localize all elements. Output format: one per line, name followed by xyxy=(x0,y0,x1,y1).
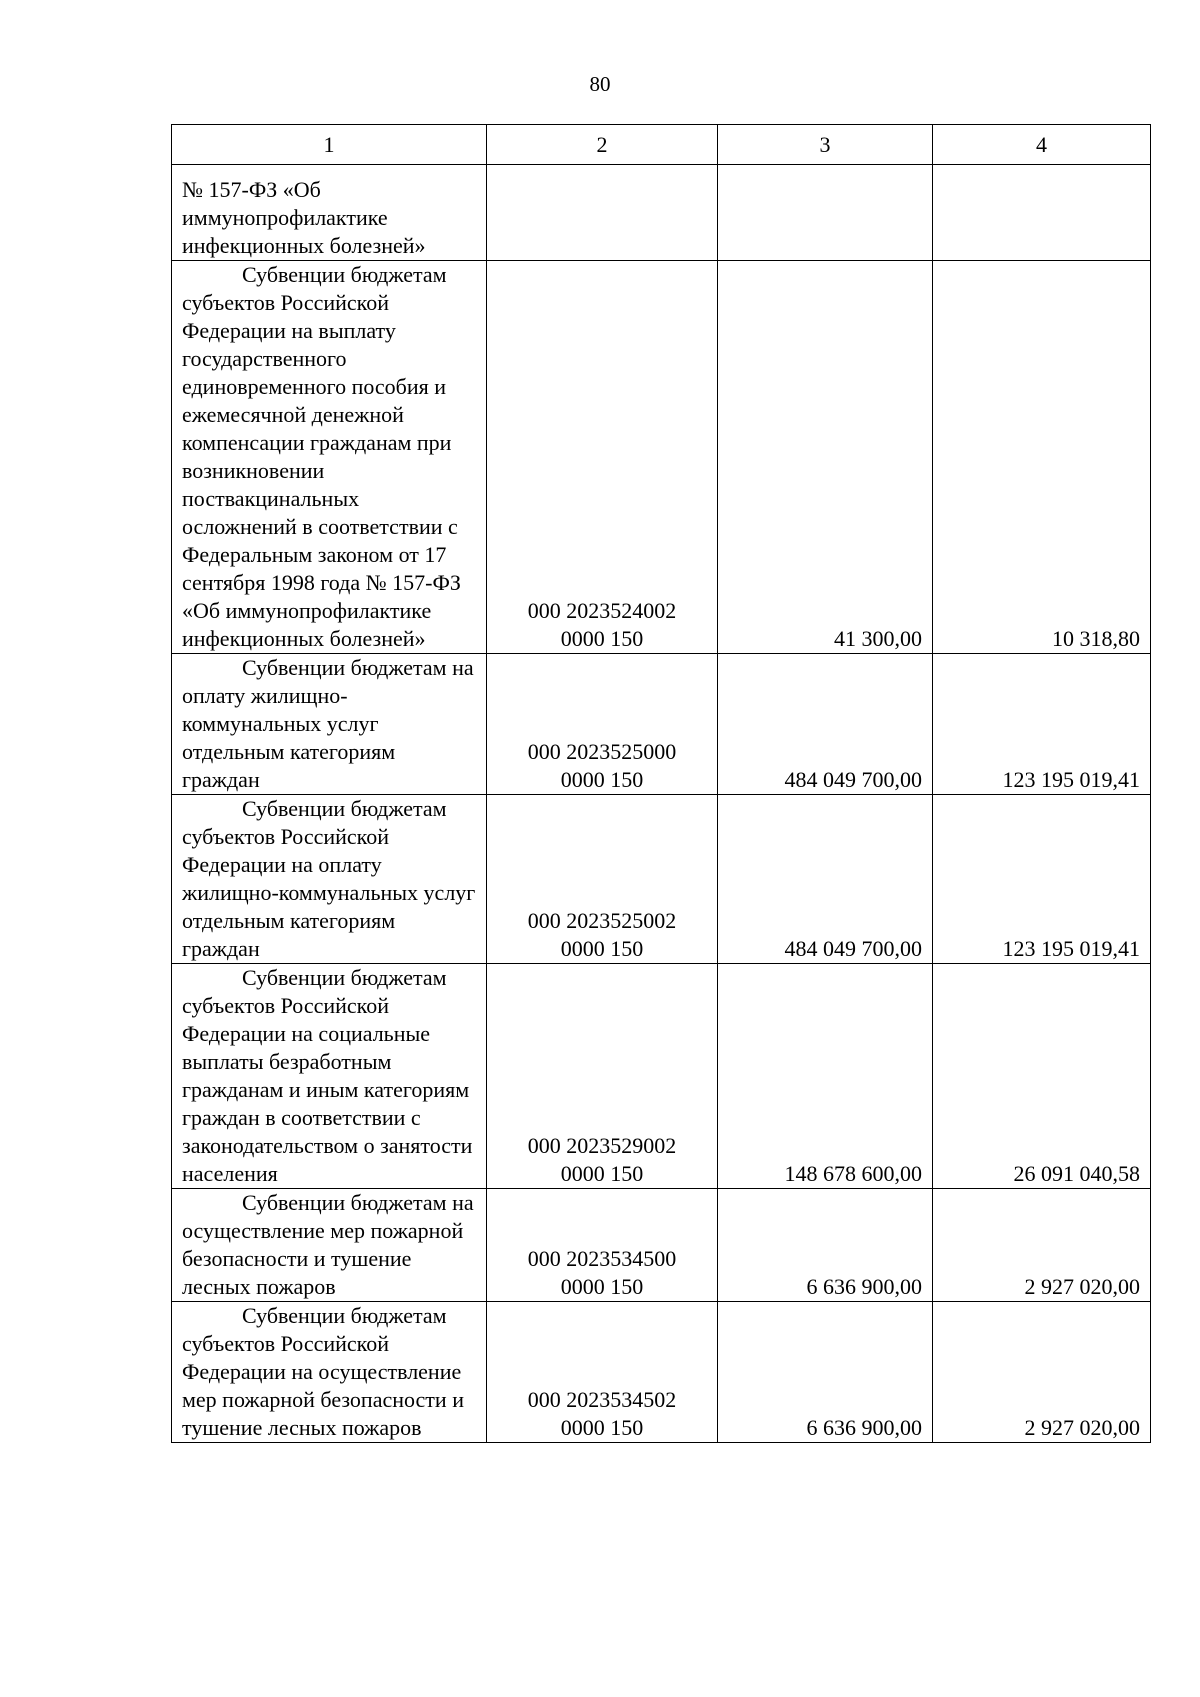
row-name-cell xyxy=(172,1189,487,1302)
row-col4-cell xyxy=(933,165,1151,261)
table-row xyxy=(172,795,1151,964)
row-col3-value: 6 636 900,00 xyxy=(718,1302,933,1443)
row-name: Субвенции бюджетам субъектов Российской Федерации на социальные выплаты безработным гражданам и иным категориям граждан в соответствии с законодательством о занятости населения xyxy=(182,965,473,1186)
table-row-continuation xyxy=(172,165,1151,261)
row-code-cell xyxy=(487,654,718,795)
table-row xyxy=(172,1189,1151,1302)
row-col4-value: 10 318,80 xyxy=(933,261,1151,654)
row-col4-value: 2 927 020,00 xyxy=(933,1189,1151,1302)
row-col4-value: 26 091 040,58 xyxy=(933,964,1151,1189)
row-col4-value: 123 195 019,41 xyxy=(933,654,1151,795)
row-code-cell xyxy=(487,1302,718,1443)
budget-table xyxy=(171,124,1151,1443)
row-col3-cell xyxy=(718,165,933,261)
table-row xyxy=(172,654,1151,795)
row-name: Субвенции бюджетам на осуществление мер пожарной безопасности и тушение лесных пожаров xyxy=(182,1190,474,1299)
row-code-line2: 0000 150 xyxy=(560,767,644,792)
row-name: Субвенции бюджетам на оплату жилищно-коммунальных услуг отдельным категориям граждан xyxy=(182,655,474,792)
row-code-line1: 000 2023525000 xyxy=(527,739,677,764)
row-code-line2: 0000 150 xyxy=(560,936,644,961)
column-header-4: 4 xyxy=(933,125,1151,165)
row-col3-value: 41 300,00 xyxy=(718,261,933,654)
row-name: Субвенции бюджетам субъектов Российской Федерации на выплату государственного единовременного пособия и ежемесячной денежной компенсации гражданам при возникновении поствакцинальных осложнений в соответствии с Федеральным законом от 17 сентября 1998 года № 157-ФЗ «Об иммунопрофилактике инфекционных болезней» xyxy=(182,262,461,651)
row-name-cell xyxy=(172,261,487,654)
row-name-cell xyxy=(172,964,487,1189)
row-col3-value: 6 636 900,00 xyxy=(718,1189,933,1302)
row-col3-value: 484 049 700,00 xyxy=(718,654,933,795)
row-code-cell xyxy=(487,795,718,964)
row-code-cell xyxy=(487,261,718,654)
row-name: Субвенции бюджетам субъектов Российской Федерации на оплату жилищно-коммунальных услуг отдельным категориям граждан xyxy=(182,796,476,961)
row-name: № 157-ФЗ «Об иммунопрофилактике инфекционных болезней» xyxy=(182,177,426,258)
row-col4-value: 2 927 020,00 xyxy=(933,1302,1151,1443)
row-col4-value: 123 195 019,41 xyxy=(933,795,1151,964)
row-code-line1: 000 2023529002 xyxy=(527,1133,677,1158)
column-header-3: 3 xyxy=(718,125,933,165)
row-code-line1: 000 2023525002 xyxy=(527,908,677,933)
row-code-line2: 0000 150 xyxy=(560,1415,644,1440)
row-code-line1: 000 2023534502 xyxy=(527,1387,677,1412)
table-row xyxy=(172,1302,1151,1443)
row-code-line2: 0000 150 xyxy=(560,1274,644,1299)
row-code-line1: 000 2023524002 xyxy=(527,598,677,623)
row-code-line1: 000 2023534500 xyxy=(527,1246,677,1271)
row-name-cell xyxy=(172,795,487,964)
row-code-cell xyxy=(487,165,718,261)
row-name-cell xyxy=(172,1302,487,1443)
row-name: Субвенции бюджетам субъектов Российской Федерации на осуществление мер пожарной безопасности и тушение лесных пожаров xyxy=(182,1303,464,1440)
row-code-cell xyxy=(487,964,718,1189)
row-col3-value: 148 678 600,00 xyxy=(718,964,933,1189)
row-col3-value: 484 049 700,00 xyxy=(718,795,933,964)
row-name-cell xyxy=(172,165,487,261)
table-row xyxy=(172,261,1151,654)
row-code-cell xyxy=(487,1189,718,1302)
table-header-row xyxy=(172,125,1151,165)
row-code-line2: 0000 150 xyxy=(560,1161,644,1186)
table-row xyxy=(172,964,1151,1189)
column-header-2: 2 xyxy=(487,125,718,165)
row-name-cell xyxy=(172,654,487,795)
column-header-1: 1 xyxy=(172,125,487,165)
row-code-line2: 0000 150 xyxy=(560,626,644,651)
page-number: 80 xyxy=(589,72,611,96)
